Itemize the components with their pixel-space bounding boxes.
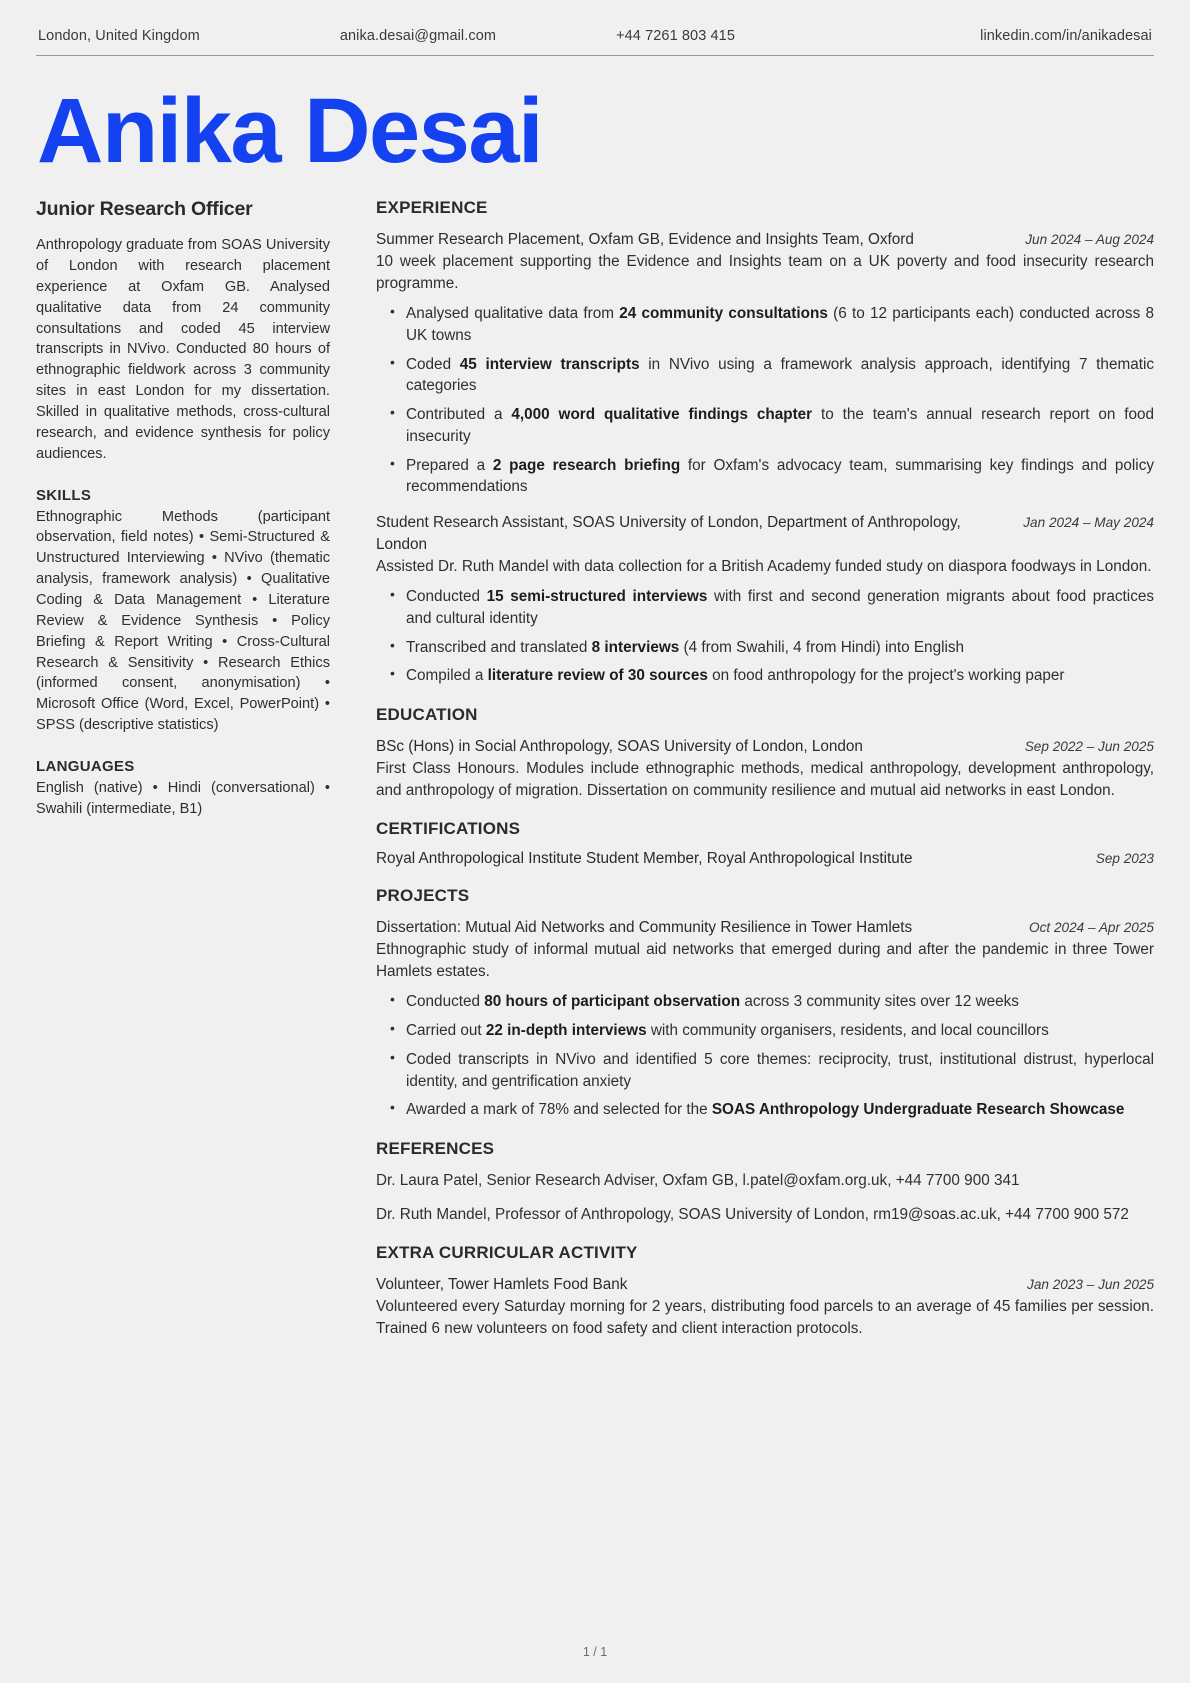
bullet-item: • Coded transcripts in NVivo and identified 5 core themes: reciprocity, trust, institutional distrust, hyperlocal identity, and gentrification anxiety	[406, 1049, 1154, 1092]
entry-bullet-list	[376, 586, 1154, 687]
section-certifications	[376, 819, 1154, 868]
bullet-item: • Coded 45 interview transcripts in NVivo using a framework analysis approach, identifying 7 thematic categories	[406, 354, 1154, 397]
skills-text: Ethnographic Methods (participant observation, field notes) • Semi-Structured & Unstructured Interviewing • NVivo (thematic analysis, framework analysis) • Qualitative Coding & Data Management • Literature Review & Evidence Synthesis • Policy Briefing & Report Writing • Cross-Cultural Research & Sensitivity • Research Ethics (informed consent, anonymisation) • Microsoft Office (Word, Excel, PowerPoint) • SPSS (descriptive statistics)	[36, 508, 330, 734]
entry-description: Assisted Dr. Ruth Mandel with data collection for a British Academy funded study on diaspora foodways in London.	[376, 557, 1152, 575]
resume-entry	[376, 736, 1154, 801]
entry-header	[376, 1274, 1154, 1296]
skills-heading: SKILLS	[36, 486, 92, 504]
candidate-name: Anika Desai	[37, 80, 543, 182]
entry-title: Summer Research Placement, Oxfam GB, Evidence and Insights Team, Oxford	[376, 231, 914, 249]
resume-entry	[376, 512, 1154, 687]
entry-date: Sep 2022 – Jun 2025	[1024, 739, 1154, 755]
entry-bullet-list	[376, 303, 1154, 498]
section-extra-curricular	[376, 1243, 1154, 1339]
resume-entry	[376, 1274, 1154, 1339]
bullet-item: • Prepared a 2 page research briefing for Oxfam's advocacy team, summarising key findings and policy recommendations	[406, 455, 1154, 498]
entry-header	[376, 850, 1154, 868]
reference-line: Dr. Ruth Mandel, Professor of Anthropology, SOAS University of London, rm19@soas.ac.uk, +44 7700 900 572	[376, 1205, 1129, 1223]
certifications-heading: CERTIFICATIONS	[376, 819, 521, 839]
bullet-item: • Analysed qualitative data from 24 community consultations (6 to 12 participants each) conducted across 8 UK towns	[406, 303, 1154, 346]
section-projects	[376, 886, 1154, 1121]
bullet-item: • Carried out 22 in-depth interviews with community organisers, residents, and local councillors	[406, 1020, 1154, 1042]
entry-title: Student Research Assistant, SOAS University of London, Department of Anthropology, London	[376, 514, 961, 553]
entry-header	[376, 512, 1154, 555]
main-column	[336, 198, 1154, 1353]
contact-linkedin[interactable]: linkedin.com/in/anikadesai	[980, 28, 1152, 44]
references-heading: REFERENCES	[376, 1139, 495, 1158]
languages-heading: LANGUAGES	[36, 758, 135, 776]
entry-header	[376, 917, 1154, 939]
entry-title: Dissertation: Mutual Aid Networks and Community Resilience in Tower Hamlets	[376, 919, 913, 937]
entry-date: Jan 2024 – May 2024	[1023, 515, 1154, 531]
resume-columns	[36, 198, 1154, 1353]
entry-date: Jun 2024 – Aug 2024	[1025, 232, 1154, 248]
entry-description: First Class Honours. Modules include ethnographic methods, medical anthropology, development anthropology, and anthropology of migration. Dissertation on community resilience and mutual aid networks in east London.	[376, 759, 1154, 799]
entry-date: Jan 2023 – Jun 2025	[1027, 1277, 1154, 1293]
entry-date: Sep 2023	[1095, 851, 1154, 867]
entry-title: Volunteer, Tower Hamlets Food Bank	[376, 1276, 628, 1294]
experience-entries	[376, 229, 1154, 687]
experience-heading: EXPERIENCE	[376, 198, 488, 218]
entry-date: Oct 2024 – Apr 2025	[1029, 920, 1154, 936]
resume-entry	[376, 850, 1154, 868]
certification-entries	[376, 850, 1154, 868]
resume-entry	[376, 229, 1154, 498]
education-entries	[376, 736, 1154, 801]
section-experience	[376, 198, 1154, 687]
extra-curricular-entries	[376, 1274, 1154, 1339]
job-title: Junior Research Officer	[36, 198, 253, 221]
reference-lines	[376, 1170, 1154, 1225]
contact-bar	[36, 28, 1154, 56]
bullet-item: • Awarded a mark of 78% and selected for the SOAS Anthropology Undergraduate Research Showcase	[406, 1099, 1154, 1121]
entry-description: Volunteered every Saturday morning for 2 years, distributing food parcels to an average of 45 families per session. Trained 6 new volunteers on food safety and client interaction protocols.	[376, 1298, 1154, 1337]
languages-text: English (native) • Hindi (conversational) • Swahili (intermediate, B1)	[36, 780, 330, 817]
bullet-item: • Compiled a literature review of 30 sources on food anthropology for the project's working paper	[406, 665, 1154, 687]
project-entries	[376, 917, 1154, 1121]
section-references	[376, 1139, 1154, 1225]
reference-line: Dr. Laura Patel, Senior Research Adviser, Oxfam GB, l.patel@oxfam.org.uk, +44 7700 900 341	[376, 1172, 1020, 1189]
bullet-item: • Transcribed and translated 8 interviews (4 from Swahili, 4 from Hindi) into English	[406, 637, 1154, 659]
entry-header	[376, 229, 1154, 251]
education-heading: EDUCATION	[376, 705, 478, 725]
entry-header	[376, 736, 1154, 758]
sidebar-column	[36, 198, 336, 820]
entry-title: Royal Anthropological Institute Student Member, Royal Anthropological Institute	[376, 850, 913, 868]
contact-location: London, United Kingdom	[38, 28, 200, 44]
contact-phone[interactable]: +44 7261 803 415	[616, 28, 736, 44]
bullet-item: • Conducted 15 semi-structured interviews with first and second generation migrants about food practices and cultural identity	[406, 586, 1154, 629]
profile-summary: Anthropology graduate from SOAS University of London with research placement experience at Oxfam GB. Analysed qualitative data from 24 community consultations and coded 45 interview transcripts in NVivo. Conducted 80 hours of ethnographic fieldwork across 3 community sites in east London for my dissertation. Skilled in qualitative methods, cross-cultural research, and evidence synthesis for policy audiences.	[36, 237, 330, 462]
section-education	[376, 705, 1154, 801]
entry-bullet-list	[376, 991, 1154, 1121]
contact-email[interactable]: anika.desai@gmail.com	[339, 28, 497, 44]
entry-description: Ethnographic study of informal mutual aid networks that emerged during and after the pandemic in three Tower Hamlets estates.	[376, 940, 1154, 980]
page-indicator: 1 / 1	[582, 1645, 608, 1659]
projects-heading: PROJECTS	[376, 886, 470, 906]
entry-title: BSc (Hons) in Social Anthropology, SOAS University of London, London	[376, 738, 863, 756]
resume-entry	[376, 917, 1154, 1121]
bullet-item: • Contributed a 4,000 word qualitative findings chapter to the team's annual research report on food insecurity	[406, 404, 1154, 447]
extra-curricular-heading: EXTRA CURRICULAR ACTIVITY	[376, 1243, 638, 1263]
bullet-item: • Conducted 80 hours of participant observation across 3 community sites over 12 weeks	[406, 991, 1154, 1013]
entry-description: 10 week placement supporting the Evidence and Insights team on a UK poverty and food insecurity research programme.	[376, 252, 1154, 292]
